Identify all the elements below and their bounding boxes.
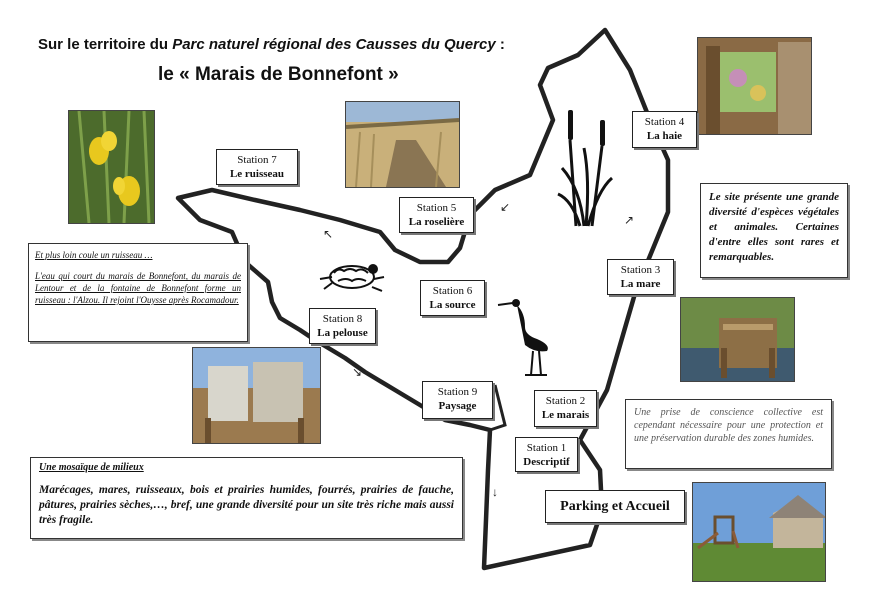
station-name: La roselière bbox=[408, 216, 465, 228]
station-1 bbox=[515, 437, 578, 472]
ruisseau-title: Et plus loin coule un ruisseau … bbox=[35, 250, 153, 260]
station-6 bbox=[420, 280, 485, 316]
frog-icon bbox=[318, 255, 386, 295]
direction-arrow: ↙ bbox=[500, 200, 511, 214]
station-name: La mare bbox=[620, 278, 661, 290]
mosaique-text: Marécages, mares, ruisseaux, bois et prairies humides, fourrés, prairies de fauche, pâtures, prairies sèches,…, bref, une grande diversité pour un site très riche mais aussi très fragile. bbox=[39, 484, 454, 526]
mosaique-panel bbox=[30, 457, 463, 539]
station-4 bbox=[632, 111, 697, 148]
station-number: Station 7 bbox=[237, 154, 277, 166]
station-9 bbox=[422, 381, 493, 419]
accueil-photo bbox=[692, 482, 826, 582]
station-number: Station 1 bbox=[526, 442, 567, 454]
station-name: Paysage bbox=[438, 400, 477, 412]
heron-icon bbox=[495, 295, 555, 377]
header-suffix: : bbox=[495, 36, 505, 53]
ruisseau-text: L'eau qui court du marais de Bonnefont, du marais de Lentour et de la fontaine de Bonnefont forme un ruisseau : l'Alzou. Il rejoint l'Ouysse après Rocamadour. bbox=[35, 271, 241, 305]
ruisseau-panel bbox=[28, 243, 248, 342]
station-7 bbox=[216, 149, 298, 185]
parking-label: Parking et Accueil bbox=[545, 490, 685, 523]
direction-arrow: ↗ bbox=[624, 213, 635, 227]
info-board-photo bbox=[697, 37, 812, 135]
station-8 bbox=[309, 308, 376, 344]
conscience-panel: Une prise de conscience collective est cependant nécessaire pour une protection et une préservation durable des zones humides. bbox=[625, 399, 832, 469]
station-number: Station 8 bbox=[322, 313, 363, 325]
direction-arrow: ↓ bbox=[492, 485, 498, 499]
diversite-panel: Le site présente une grande diversité d'espèces végétales et animales. Certaines d'entre elles sont rares et remarquables. bbox=[700, 183, 848, 278]
station-number: Station 4 bbox=[644, 116, 685, 128]
station-5 bbox=[399, 197, 474, 233]
station-number: Station 6 bbox=[432, 285, 473, 297]
station-name: La source bbox=[429, 299, 476, 311]
station-name: Le marais bbox=[541, 409, 590, 421]
header-prefix: Sur le territoire du bbox=[38, 36, 173, 53]
station-3 bbox=[607, 259, 674, 295]
station-number: Station 9 bbox=[437, 386, 478, 398]
station-name: La pelouse bbox=[317, 327, 368, 339]
station-number: Station 3 bbox=[620, 264, 661, 276]
direction-arrow: ↘ bbox=[352, 365, 363, 379]
mare-photo bbox=[680, 297, 795, 382]
park-name: Parc naturel régional des Causses du Quercy bbox=[172, 36, 496, 53]
pelouse-photo bbox=[192, 347, 321, 444]
station-name: Descriptif bbox=[523, 456, 570, 468]
station-name: Le ruisseau bbox=[229, 168, 285, 180]
page-title: le « Marais de Bonnefont » bbox=[158, 64, 399, 85]
station-name: La haie bbox=[646, 130, 683, 142]
boardwalk-photo bbox=[345, 101, 460, 188]
mosaique-title: Une mosaïque de milieux bbox=[39, 462, 144, 473]
station-number: Station 2 bbox=[545, 395, 586, 407]
station-2 bbox=[534, 390, 597, 427]
reeds-icon bbox=[556, 108, 614, 230]
iris-photo bbox=[68, 110, 155, 224]
station-number: Station 5 bbox=[416, 202, 457, 214]
direction-arrow: ↖ bbox=[323, 227, 334, 241]
